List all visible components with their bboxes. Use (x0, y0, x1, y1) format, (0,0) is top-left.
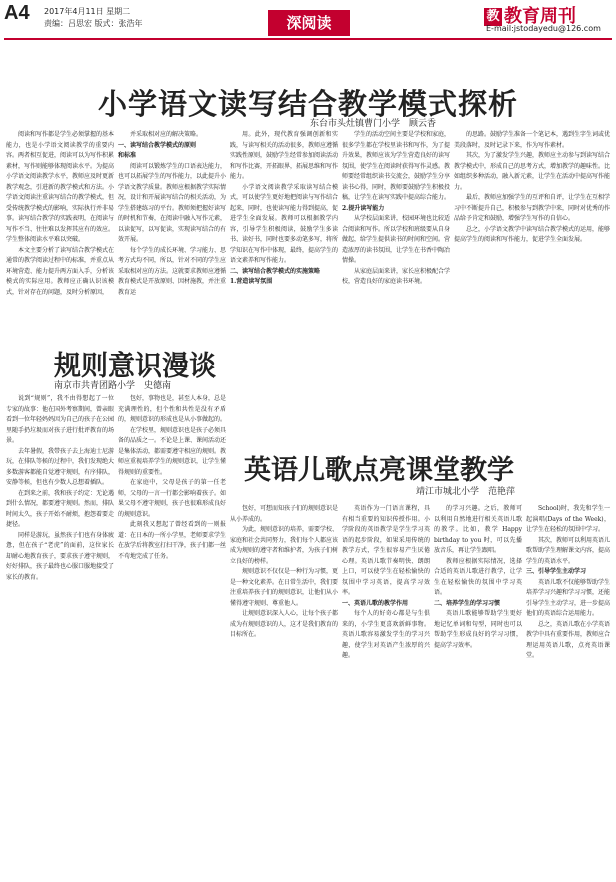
paragraph: 每个人的好奇心都是与生俱来的，小学生更喜欢新鲜事物。英语儿歌容易激发学生的学习兴趣，使学生对英语产生浓厚的兴趣。 (342, 610, 430, 659)
paragraph: 用。此外，现代教育强调创新和实践，与读写相关的活动很多，教师应遵循实践性原则，鼓励学生经常参加阅读活动和写作比赛，开拓眼界，拓展思维和写作能力。 (230, 131, 338, 180)
subheading: 二、培养学生的学习习惯 (434, 599, 501, 607)
paragraph: 阅读和写作都是学生必须掌握的基本能力，也是小学语文阅读教学的重要内容。两者相互促进，阅读可以为写作积累素材，写作则能够体现阅读水平。为提高小学语文阅读教学水平，教师应及时更新教学观念，引进新的教学模式和方法。小学语文阅读注重读写结合的教学模式，但受传统教学模式的影响，实际执行并非易事。读写结合教学的实践表明，在阅读与写作不当、往往难以发挥其应有的效应。学生整体阅读水平难以突破。 (6, 131, 114, 243)
page-header (0, 0, 616, 58)
subheading: 二、读写结合教学模式的实施策略 (230, 267, 321, 275)
paragraph: 英语作为一门语言课程，具有相当重要的知识传授作用。小学阶段的英语教学是学生学习英语的起步阶段，如果采用传统的教学方式，学生很容易产生厌倦心理。英语儿歌节奏明快、朗朗上口，可以使学生在轻松愉快的氛围中学习英语，提高学习效率。 (342, 505, 430, 596)
article-1-column-5 (454, 130, 610, 430)
logo-icon: 教 (484, 8, 502, 26)
article-2-column-3 (230, 504, 338, 878)
paragraph: 并采取相对应的解决策略。 (130, 131, 203, 138)
paragraph: 在学校里，规则意识也是孩子必须具备的品质之一。不论是上课、课间活动还是集体活动，都需要遵守相应的规则。教师应重视培养学生的规则意识，让学生懂得规则的重要性。 (118, 426, 226, 476)
paragraph: 英语儿歌能够帮助学生更好地记忆单词和句型，同时也可以帮助学生形成良好的学习习惯，提高学习效率。 (434, 610, 522, 649)
section-banner: 深阅读 (268, 10, 350, 36)
paragraph: 说到“规则”，我不由得想起了一位专家的故事：他在国外考察期间，曾亲眼看到一位年轻妈妈因为自己的孩子在公园里随手扔垃圾而对孩子进行批评教育的场景。 (6, 395, 114, 444)
page-number: A4 (4, 2, 30, 24)
article-2-author: 南京市共青团路小学 史德南 (54, 381, 172, 391)
header-divider (4, 38, 612, 40)
paragraph: 从家庭层面来讲，家长应积极配合学校，营造良好的家庭读书环境。 (342, 267, 450, 285)
subheading: 1.营造读写氛围 (230, 278, 273, 285)
editor-credit: 责编：吕思宏 版式：张浩年 (44, 19, 143, 28)
subheading: 一、英语儿歌的教学作用 (342, 599, 409, 607)
subheading: 2.提升读写能力 (342, 204, 385, 212)
paragraph: 总之，英语儿歌在小学英语教学中具有重要作用，教师应合理运用英语儿歌，点亮英语课堂。 (526, 620, 610, 659)
paragraph: 其次，为了激发学生兴趣，教师应主动参与到读写结合教学模式中，形成自己的思考方式，增加教学的趣味性。比如组织多种活动，融入新元素，让学生在活动中提高写作能力。 (454, 152, 610, 191)
paragraph: 总之，小学语文教学中读写结合教学模式的运用，能够提高学生的阅读和写作能力，促进学生全面发展。 (454, 225, 610, 243)
article-3-author: 靖江市城北小学 范艳萍 (416, 487, 516, 497)
subheading: 三、引导学生主动学习 (526, 568, 587, 575)
article-1-column-2 (118, 130, 226, 330)
paragraph: 同样是游玩，虽然孩子们也有身体疲惫，但在孩子“老虎”的面前，这位家长却耐心地教育孩子，要求孩子遵守规则，好好排队，孩子最终也心服口服地接受了家长的教育。 (6, 531, 114, 581)
article-3-title: 英语儿歌点亮课堂教学 (244, 455, 514, 486)
paragraph: 在家庭中，父母是孩子的第一任老师，父母的一言一行都会影响着孩子。如果父母不遵守规则，孩子也很难形成良好的规则意识。 (118, 479, 226, 518)
article-3-column-1 (342, 504, 430, 878)
paragraph: 此刻我又想起了曾经看到的一则报道：在日本的一所小学里，老师要求学生在放学后将教室打扫干净，孩子们都一丝不苟地完成了任务。 (118, 521, 226, 560)
paragraph: 的思路。鼓励学生准备一个笔记本，遇到生字生词或优美段落时，及时记录下来，作为写作素材。 (454, 131, 610, 149)
paragraph: 规则意识不仅仅是一种行为习惯，更是一种文化素养。在日常生活中，我们要注重培养孩子们的规则意识，让他们从小懂得遵守规则、尊重他人。 (230, 568, 338, 607)
paragraph: 学生的活动空间主要是学校和家庭，很多学生都在学校里读书和写作，为了提升效果，教师应该为学生营造良好的读写氛围，使学生在阅读时获得写作灵感。教师要经常组织读书交流会，鼓励学生分享读书心得，同时，教师要鼓励学生积极投稿，让学生在读写实践中提高综合能力。 (342, 131, 450, 201)
article-1-author: 东台市头灶镇曹门小学 顾云香 (310, 119, 437, 129)
subheading: 和标准 (118, 152, 137, 159)
paragraph: 去年暑假，我带孩子去上海迪士尼游玩，在排队等候的过程中，我们发现绝大多数游客都能自觉遵守规则，有序排队，安静等候，但也有少数人总想着插队。 (6, 447, 114, 486)
paragraph: 每个学生的成长环境、学习能力、思考方式均不同，所以，针对不同的学生应采取相对应的方法。这就要求教师应遵循教育模式是开放原则、因材施教，并注重教育运 (118, 246, 226, 296)
contact-email: E-mail:jstodayedu@126.com (486, 24, 601, 33)
article-3-column-3 (526, 504, 610, 878)
paragraph: 本文主要分析了读写结合教学模式在通常的教学阅读过程中的标准，并重点从环境营造、能力提升两方面入手，分析该模式的实际应用。教师应正确认识该模式，针对存在的问题，及时分析原因， (6, 246, 114, 296)
article-1-column-1 (6, 130, 114, 330)
paragraph: 教师应根据实际情况，选择合适的英语儿歌进行教学，让学生在轻松愉快的氛围中学习英语。 (434, 557, 522, 596)
article-3-column-2 (434, 504, 522, 878)
paragraph: School)时，我先和学生一起演唱(Days of the Week)，让学生在轻松的氛围中学习。 (526, 505, 610, 533)
article-1-title: 小学语文读写结合教学模式探析 (97, 87, 518, 121)
paragraph: 阅读可以锻炼学生的口语表达能力，也可以拓展学生的写作能力，以此提升小学语文教学质量。教师应根据教学实际情况，设计和开展读写结合的相关活动，为学生搭建练习的平台。教师须把握好读写的时机和节奏，在阅读中融入写作元素，以读促写，以写促读，实现读写结合的有效开展。 (118, 162, 226, 243)
paragraph: 其次，教师可以利用英语儿歌帮助学生理解课文内容，提高学生的英语水平。 (526, 536, 610, 565)
paragraph: 最后，教师应加强学生的互评和自评，让学生在互相学习中不断提升自己，积极参与到教学中来，同时对优秀的作品给予肯定和鼓励，增强学生写作的自信心。 (454, 194, 610, 222)
paragraph: 让规则意识深入人心，让每个孩子都成为有规则意识的人，这才是我们教育的目标所在。 (230, 610, 338, 638)
article-2-column-2 (118, 394, 226, 878)
paragraph: 为此，规则意识的培养，需要学校、家庭和社会共同努力，我们每个人都应该成为规则的遵守者和维护者，为孩子们树立良好的榜样。 (230, 526, 338, 565)
article-1-column-3 (230, 130, 338, 430)
article-2-column-1 (6, 394, 114, 878)
paragraph: 在到来之前，我和孩子约定：无论遇到什么情况，都要遵守规则。然而，排队时间太久，孩子开始不耐烦，抱怨着要走捷径。 (6, 489, 114, 528)
paragraph: 英语儿歌不仅能够帮助学生培养学习兴趣和学习习惯，还能引导学生主动学习，进一步提高他们的英语综合运用能力。 (526, 578, 610, 617)
logo-text: 教育周刊 (504, 6, 576, 27)
paragraph: 包好，事物也是，甚至人本身，总是充满理性的，但个性和共性是没有矛盾的，规则意识的形成也是从小事做起的。 (118, 395, 226, 423)
issue-date: 2017年4月11日 星期二 (44, 7, 131, 16)
subheading: 一、读写结合教学模式的原则 (118, 141, 197, 149)
paragraph: 从学校层面来讲，校园环境也比较适合阅读和写作。所以学校和班级要从自身做起，给学生提供读书的时间和空间。营造浓厚的读书氛围，让学生在书香中陶冶情操。 (342, 215, 450, 264)
paragraph: 包好，可想而知孩子们的规则意识是从小养成的。 (230, 505, 338, 523)
paragraph: 的学习兴趣。之后，教师可以利用自然地进行相关英语儿歌的教学。比如，教学 Happy birthday to you 时，可以先播放音乐，再让学生跟唱。 (434, 505, 522, 554)
paragraph: 小学语文阅读教学采取读写结合模式，可以使学生更好地把阅读与写作结合起来，同时，也使读写能力得到提高，促进学生全面发展。教师可以根据教学内容，引导学生积极阅读，鼓励学生多读书、读好书，同时也要多动笔多写，将所学知识在写作中体现，最终，提高学生的语文素养和写作能力。 (230, 183, 338, 264)
article-2-title: 规则意识漫谈 (54, 351, 216, 382)
article-1-column-4 (342, 130, 450, 430)
